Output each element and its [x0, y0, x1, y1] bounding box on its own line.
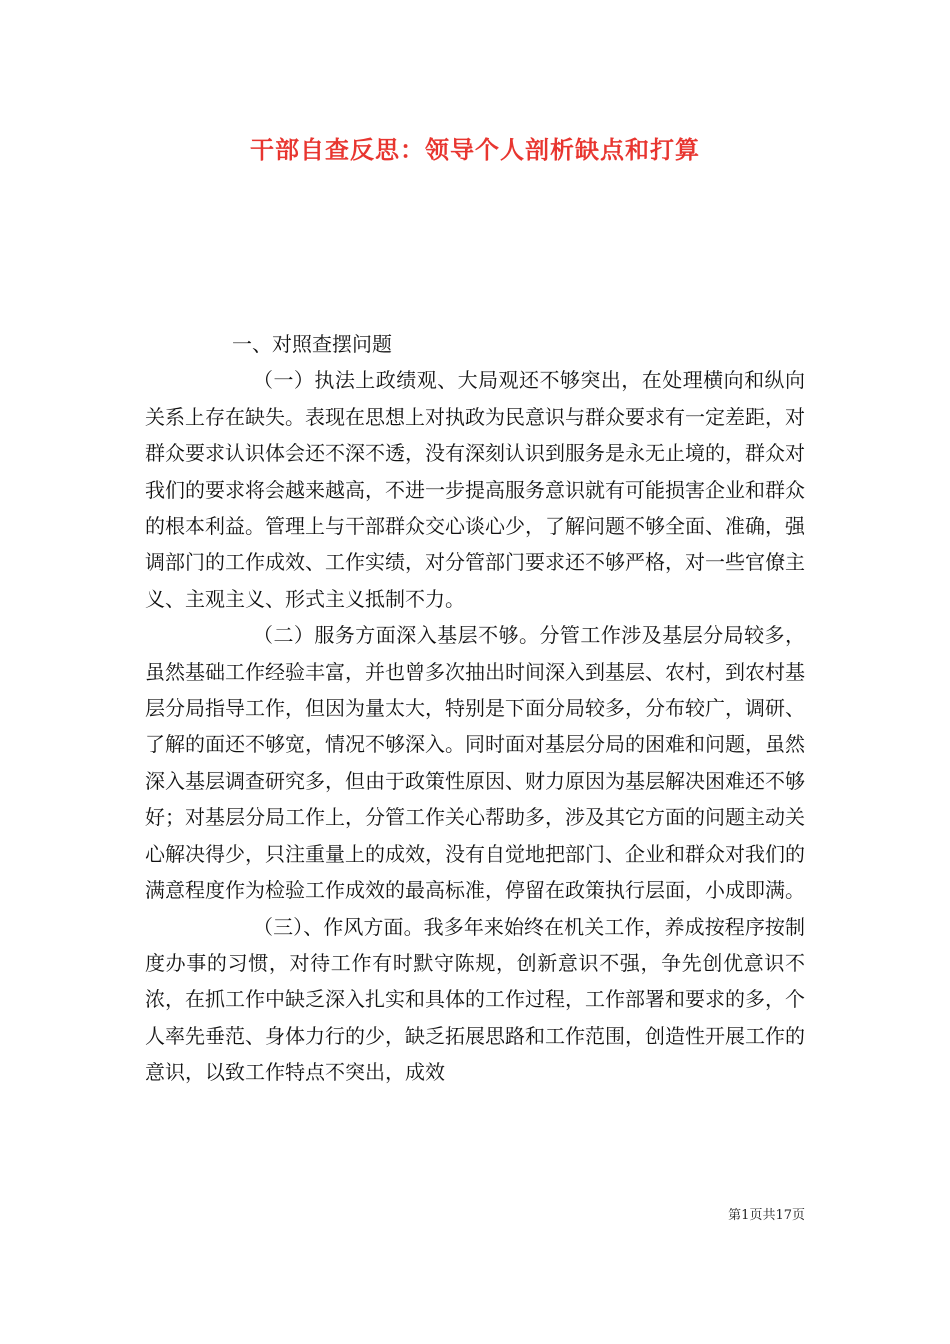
section-heading: 一、对照查摆问题	[232, 332, 392, 356]
paragraph-3: （三）、作风方面。我多年来始终在机关工作，养成按程序按制度办事的习惯，对待工作有时默守陈规，创新意识不强，争先创优意识不浓，在抓工作中缺乏深入扎实和具体的工作过程，工作部署和要求的多，个人率先垂范、身体力行的少，缺乏拓展思路和工作范围，创造性开展工作的意识，以致工作特点不突出，成效	[145, 914, 805, 1085]
page-number-footer: 第1页共17页	[728, 1208, 805, 1223]
paragraph-1: （一）执法上政绩观、大局观还不够突出，在处理横向和纵向关系上存在缺失。表现在思想上对执政为民意识与群众要求有一定差距，对群众要求认识体会还不深不透，没有深刻认识到服务是永无止境的，群众对我们的要求将会越来越高，不进一步提高服务意识就有可能损害企业和群众的根本利益。管理上与干部群众交心谈心少，了解问题不够全面、准确，强调部门的工作成效、工作实绩，对分管部门要求还不够严格，对一些官僚主义、主观主义、形式主义抵制不力。	[145, 368, 805, 611]
paragraph-2: （二）服务方面深入基层不够。分管工作涉及基层分局较多，虽然基础工作经验丰富，并也曾多次抽出时间深入到基层、农村，到农村基层分局指导工作，但因为量太大，特别是下面分局较多，分布较广，调研、了解的面还不够宽，情况不够深入。同时面对基层分局的困难和问题，虽然深入基层调查研究多，但由于政策性原因、财力原因为基层解决困难还不够好；对基层分局工作上，分管工作关心帮助多，涉及其它方面的问题主动关心解决得少，只注重量上的成效，没有自觉地把部门、企业和群众对我们的满意程度作为检验工作成效的最高标准，停留在政策执行层面，小成即满。	[145, 623, 805, 903]
document-title: 干部自查反思：领导个人剖析缺点和打算	[250, 135, 700, 164]
document-body	[145, 326, 805, 1091]
